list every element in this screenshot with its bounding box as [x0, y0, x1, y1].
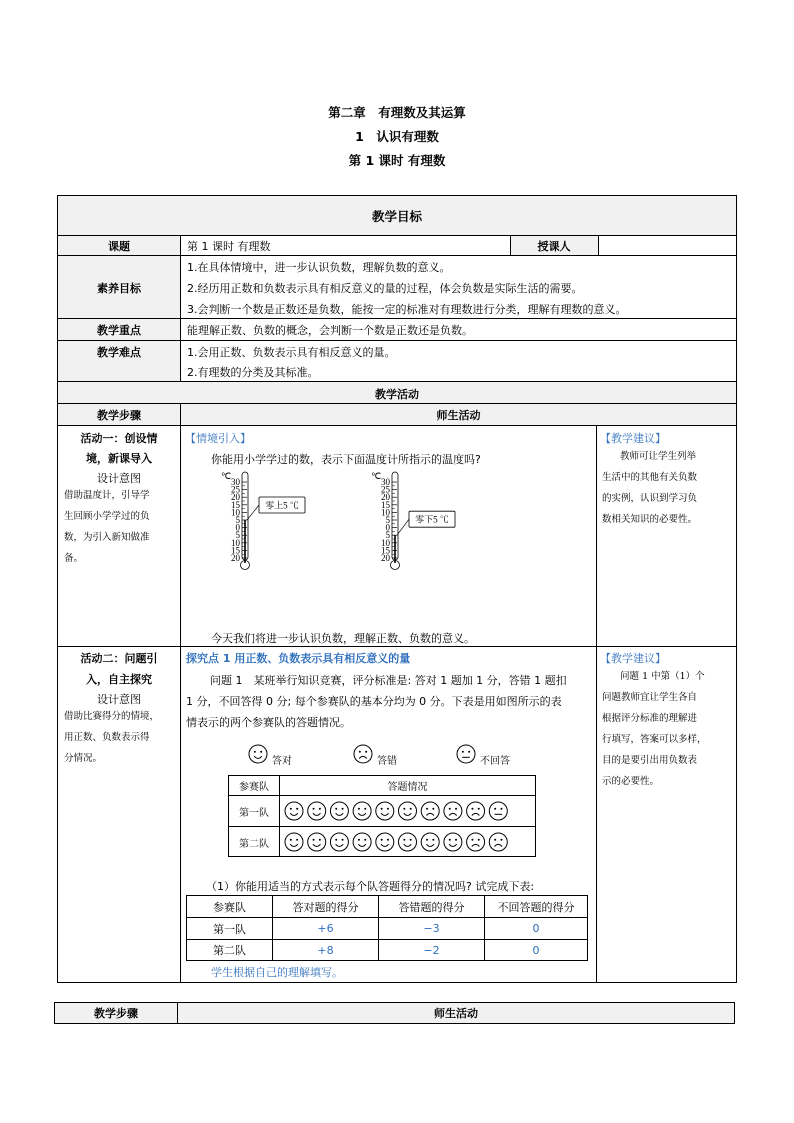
thermo-tick-label: 10	[231, 507, 240, 518]
rule	[57, 982, 737, 983]
rule	[57, 195, 58, 982]
score-header-wrong: 答错题的得分	[398, 900, 465, 914]
thermo-tick-label: 20	[381, 492, 390, 503]
literacy-item: 1.在具体情境中，进一步认识负数，理解负数的意义。	[187, 261, 451, 274]
focus-value: 能理解正数、负数的概念，会判断一个数是正数还是负数。	[187, 324, 473, 337]
thermo-tick-label: 10	[231, 537, 240, 548]
activities-heading: 教学活动	[375, 388, 419, 401]
happy-face-icon	[285, 802, 303, 820]
activity2-name-line1: 活动二：问题引	[80, 652, 158, 665]
explore-point: 探究点 1 用正数、负数表示具有相反意义的量	[186, 652, 411, 665]
teacher-label: 授课人	[537, 240, 571, 253]
thermo-callout-line	[247, 505, 259, 520]
activity2-name-line2: 入，自主探究	[86, 673, 152, 686]
rule	[57, 340, 737, 341]
activity1-intent: 借助温度计，引导学 生回顾小学学过的负 数，为引入新知做准 备。	[64, 490, 150, 564]
col-activity-header: 师生活动	[436, 409, 481, 422]
score-row1-wrong: −3	[423, 922, 440, 935]
legend-sad-label: 答错	[377, 756, 397, 767]
rule	[57, 195, 737, 196]
sad-face-icon	[421, 802, 439, 820]
thermo-callout-line	[397, 519, 409, 535]
rule	[57, 235, 737, 236]
footer-col-activity: 师生活动	[434, 1007, 478, 1020]
thermometer-figure	[215, 468, 475, 620]
rule	[57, 381, 737, 382]
thermo-tick-label: 20	[381, 553, 390, 563]
footer-table-header	[54, 1002, 735, 1024]
activity1-question: 你能用小学学过的数，表示下面温度计所指示的温度吗?	[211, 453, 481, 466]
thermo-tick-label: 10	[381, 507, 390, 518]
score-row2-wrong: −2	[423, 943, 440, 957]
score-question: （1）你能用适当的方式表示每个队答题得分的情况吗? 试完成下表:	[206, 880, 535, 893]
sad-face-icon	[354, 745, 372, 763]
score-header-correct: 答对题的得分	[292, 900, 359, 914]
thermo-tick-label: 25	[231, 484, 240, 495]
advice-text-1: 教师可让学生列举 生活中的其他有关负数 的实例，认识到学习负 数相关知识的必要性。	[602, 451, 698, 525]
literacy-item: 2.经历用正数和负数表示具有相反意义的量的过程，体会负数是实际生活的需要。	[187, 282, 583, 295]
activity2-intent: 借助比赛得分的情境， 用正数、负数表示得 分情况。	[64, 711, 160, 764]
thermo-tick-label: 5	[385, 530, 390, 541]
rule	[57, 318, 737, 319]
face-table	[228, 775, 536, 857]
happy-face-icon	[376, 802, 394, 820]
thermo-callout-label: 零上5 ℃	[265, 500, 299, 511]
thermo-tick-label: 30	[231, 477, 240, 487]
thermo-tick-label: 0	[385, 522, 390, 533]
activity1-closing: 今天我们将进一步认识负数，理解正数、负数的意义。	[211, 632, 475, 645]
happy-face-icon	[399, 833, 417, 851]
face-table-team2: 第二队	[239, 838, 269, 850]
situation-tag: 【情境引入】	[185, 432, 251, 445]
thermo-tick-label: 20	[231, 492, 240, 503]
legend-happy-label: 答对	[272, 756, 292, 767]
thermo-unit: ℃	[221, 471, 232, 481]
happy-face-icon	[353, 833, 371, 851]
happy-face-icon	[399, 802, 417, 820]
happy-face-icon	[285, 833, 303, 851]
col-step-header: 教学步骤	[97, 409, 141, 422]
difficulty-item: 1.会用正数、负数表示具有相反意义的量。	[187, 346, 396, 359]
score-row2-correct: +8	[317, 943, 334, 957]
literacy-label: 素养目标	[97, 282, 141, 295]
section-title: 1 认识有理数	[355, 129, 439, 144]
rule	[598, 235, 599, 255]
legend-neutral-label: 不回答	[480, 756, 510, 767]
happy-face-icon	[376, 833, 394, 851]
happy-face-icon	[249, 745, 267, 763]
difficulty-label: 教学难点	[97, 346, 141, 359]
sad-face-icon	[467, 833, 485, 851]
rule	[596, 425, 597, 982]
advice-text-2: 问题 1 中第（1）个 问题教师宜让学生各自 根据评分标准的理解进 行填写，答案可以多样， 目的是要引出用负数表 示的必要性。	[602, 671, 707, 787]
thermo-tick-label: 15	[381, 499, 390, 510]
chapter-title: 第二章 有理数及其运算	[328, 105, 466, 120]
happy-face-icon	[308, 833, 326, 851]
sad-face-icon	[444, 802, 462, 820]
happy-face-icon	[330, 802, 348, 820]
focus-label: 教学重点	[97, 324, 141, 337]
thermo-tick-label: 5	[235, 530, 240, 541]
thermo-tick-label: 25	[381, 484, 390, 495]
score-header-none: 不回答题的得分	[497, 900, 575, 914]
topic-label: 课题	[108, 240, 130, 253]
advice-tag-2: 【教学建议】	[600, 652, 666, 665]
score-row1-team: 第一队	[213, 922, 246, 936]
score-row1-correct: +6	[317, 922, 334, 935]
score-row2-team: 第二队	[213, 944, 246, 957]
rule	[57, 425, 737, 426]
sad-face-icon	[467, 802, 485, 820]
face-table-answers-header: 答题情况	[387, 782, 428, 793]
sad-face-icon	[489, 833, 507, 851]
rule	[57, 403, 737, 404]
face-table-team1: 第一队	[239, 807, 269, 819]
thermo-tick-label: 10	[381, 537, 390, 548]
problem-text: 问题 1 某班举行知识竞赛，评分标准是: 答对 1 题加 1 分，答错 1 题扣 1 分，不回答得 0 分; 每个参赛队的基本分均为 0 分。下表是用如图所示的表 情表示的两个参赛队的答题情况。	[186, 674, 567, 729]
thermo-tick-label: 15	[231, 499, 240, 510]
footer-col-step: 教学步骤	[94, 1007, 138, 1020]
happy-face-icon	[353, 802, 371, 820]
rule	[180, 235, 181, 381]
thermo-tick-label: 15	[231, 545, 240, 556]
thermo-tick-label: 30	[381, 477, 390, 487]
rule	[57, 255, 737, 256]
activity1-intent-label: 设计意图	[97, 472, 141, 485]
thermo-tick-label: 0	[235, 522, 240, 533]
rule	[736, 195, 737, 982]
happy-face-icon	[330, 833, 348, 851]
thermo-callout-label: 零下5 ℃	[415, 514, 449, 525]
score-table	[186, 895, 588, 961]
thermo-unit: ℃	[371, 471, 382, 481]
student-note: 学生根据自己的理解填写。	[211, 966, 343, 979]
happy-face-icon	[308, 802, 326, 820]
lesson-title: 第 1 课时 有理数	[348, 153, 446, 168]
thermo-tick-label: 5	[235, 515, 240, 525]
advice-tag-1: 【教学建议】	[600, 432, 666, 445]
topic-value: 第 1 课时 有理数	[187, 240, 271, 253]
face-table-team-header: 参赛队	[239, 782, 269, 793]
happy-face-icon	[421, 833, 439, 851]
neutral-face-icon	[457, 745, 475, 763]
activity1-name-line2: 境，新课导入	[86, 452, 152, 465]
objectives-heading: 教学目标	[371, 209, 422, 224]
score-row2-none: 0	[532, 943, 540, 957]
activity1-name-line1: 活动一：创设情	[80, 432, 158, 445]
thermo-tick-label: 20	[231, 553, 240, 563]
neutral-face-icon	[489, 802, 507, 820]
score-row1-none: 0	[532, 922, 540, 935]
thermo-tick-label: 15	[381, 545, 390, 556]
score-header-team: 参赛队	[213, 900, 246, 914]
rule	[57, 646, 737, 647]
thermo-tick-label: 5	[385, 515, 390, 525]
literacy-item: 3.会判断一个数是正数还是负数，能按一定的标准对有理数进行分类，理解有理数的意义。	[187, 303, 627, 316]
face-rows	[280, 796, 535, 857]
activity2-intent-label: 设计意图	[97, 693, 141, 706]
rule	[180, 403, 181, 982]
difficulty-item: 2.有理数的分类及其标准。	[187, 366, 319, 379]
happy-face-icon	[444, 833, 462, 851]
